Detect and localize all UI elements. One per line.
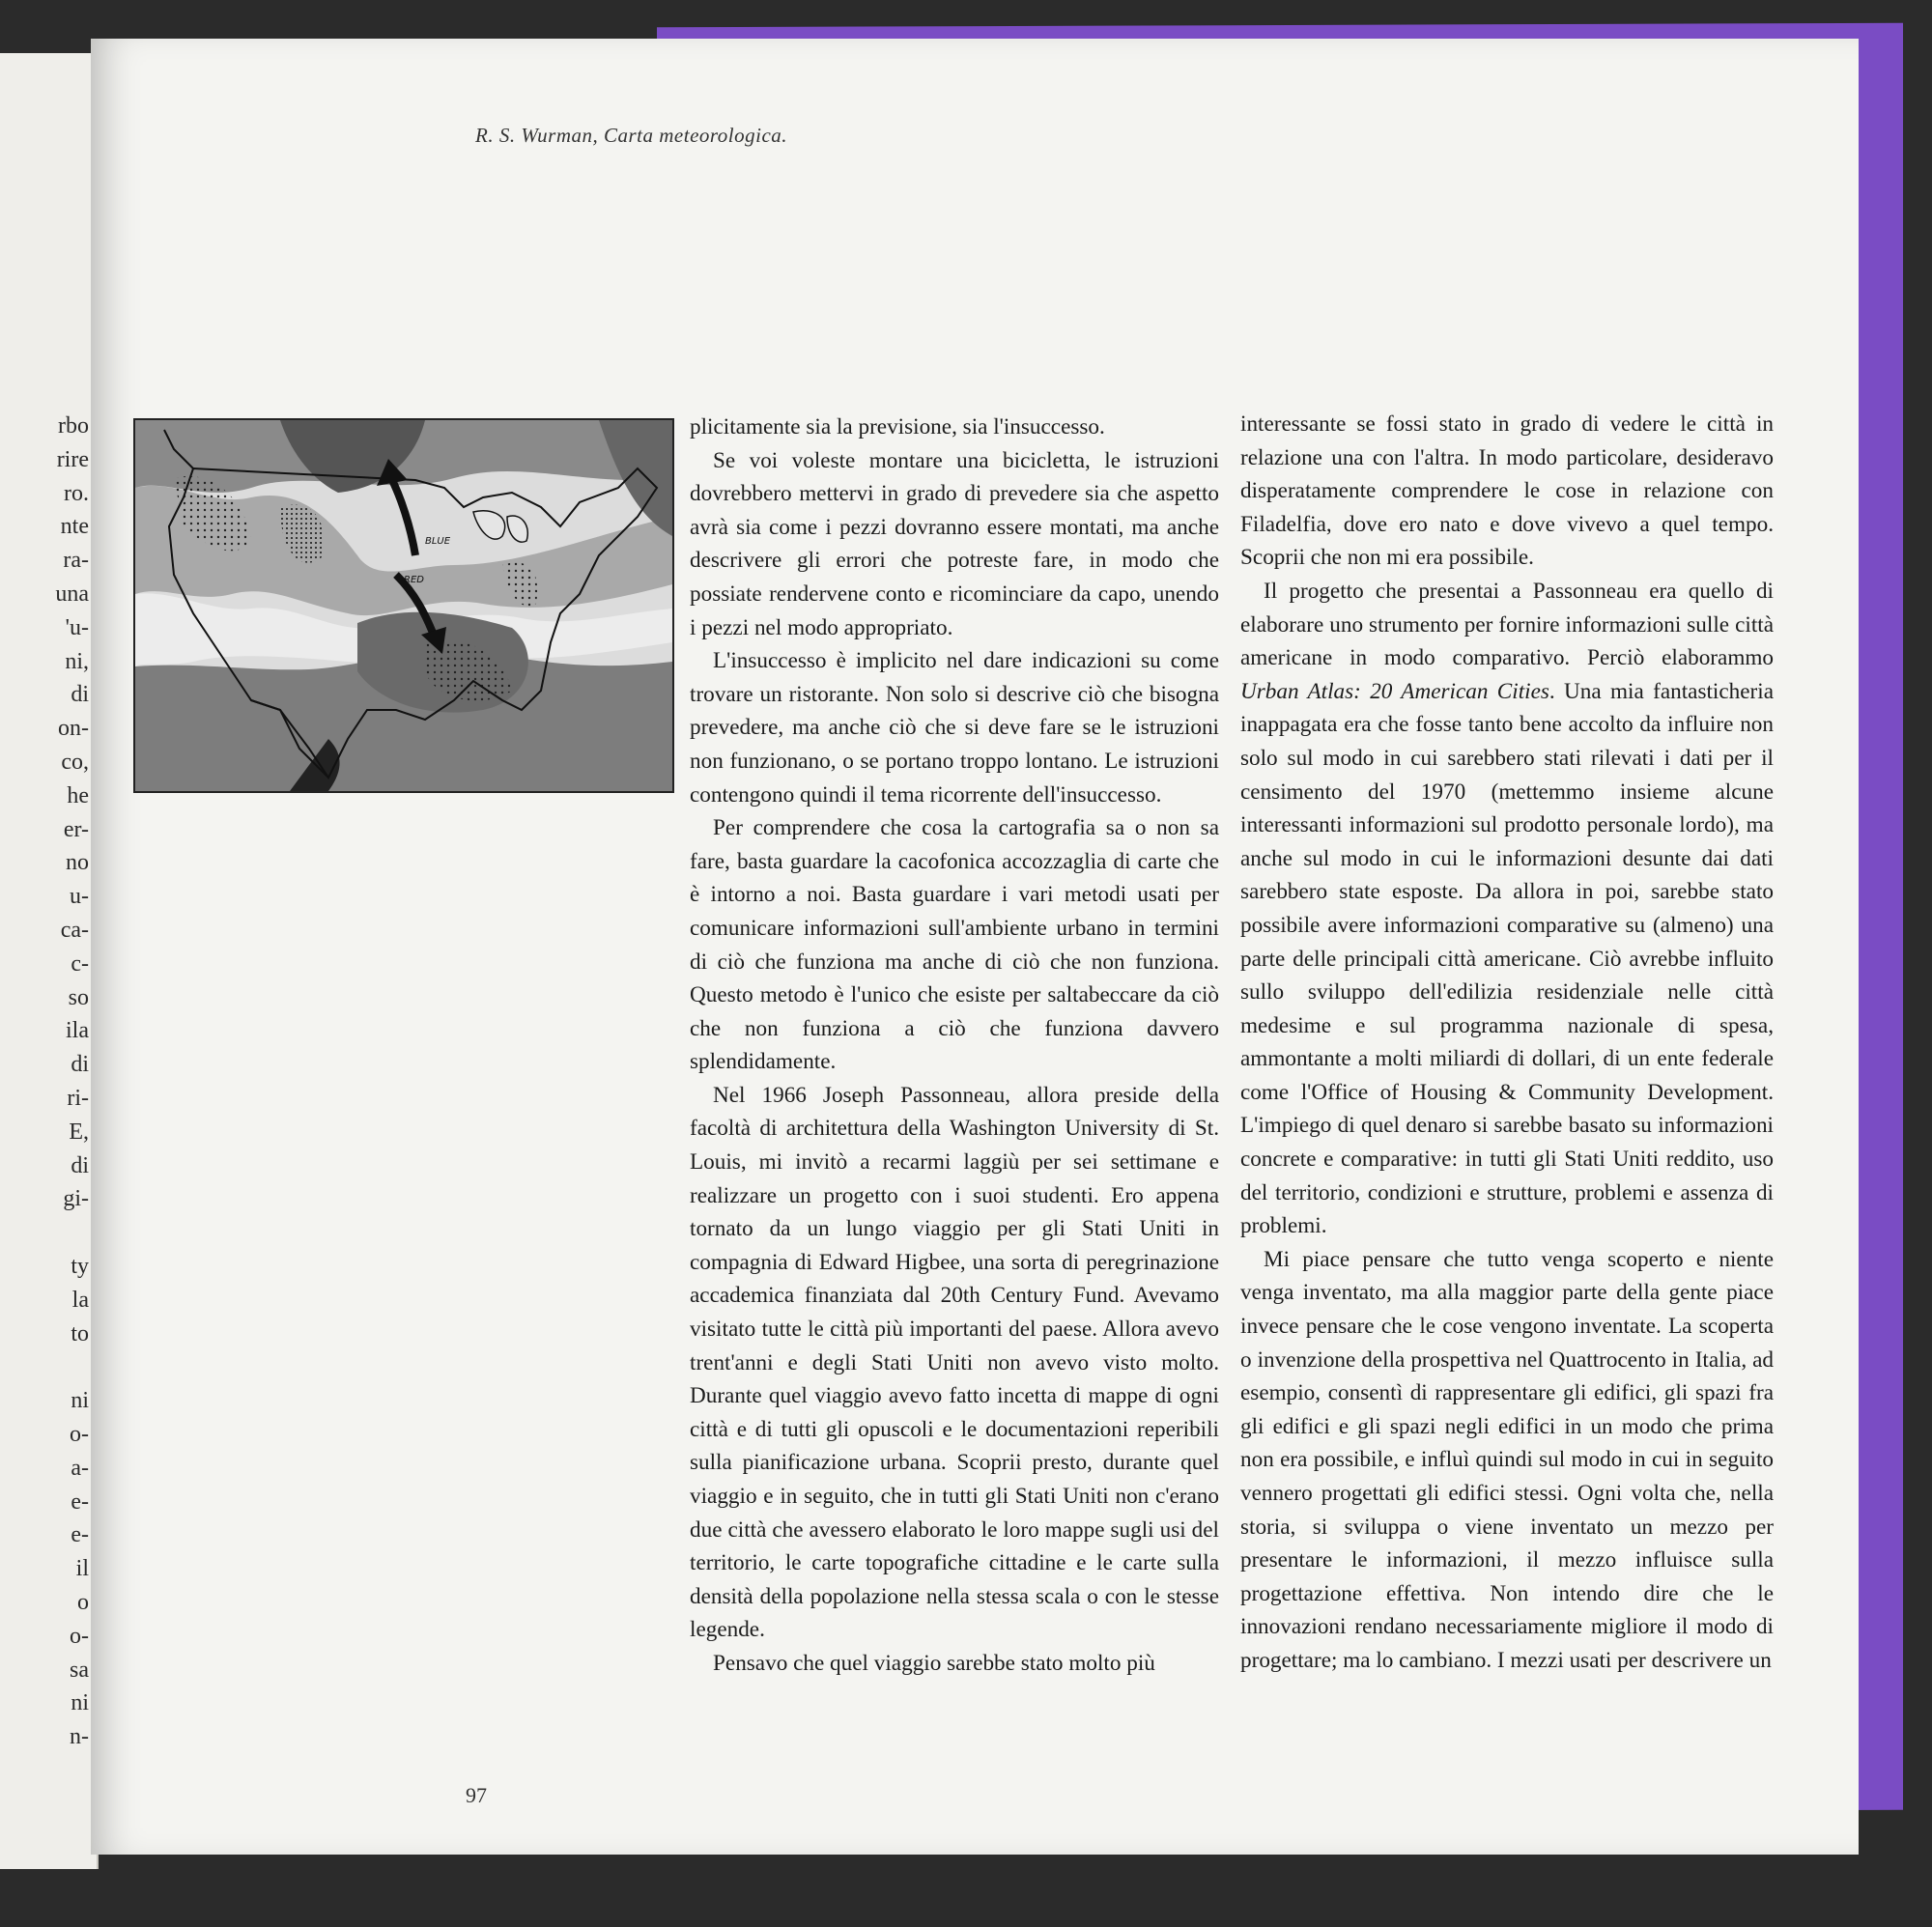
left-page-line-fragment: una (55, 581, 89, 607)
left-page-line-fragment: u- (70, 884, 89, 910)
left-page-line-fragment: ca- (60, 918, 89, 943)
weather-map-illustration (135, 420, 672, 791)
left-page-line-fragment: 'u- (65, 614, 89, 640)
figure-caption: R. S. Wurman, Carta meteorologica. (475, 124, 788, 147)
text-column-right (1240, 408, 1774, 1678)
paragraph: Se voi voleste montare una bicicletta, le istruzioni dovrebbero mettervi in grado di prevedere sia che aspetto avrà sia come i pezzi dovranno essere montati, ma anche descrivere gli errori che potreste fare, in modo che possiate rendervene conto e ricominciare da capo, unendo i pezzi nel modo appropriato. (690, 447, 1219, 640)
paragraph (1240, 575, 1774, 1243)
left-page-line-fragment: c- (71, 950, 89, 977)
left-page-line-fragment: rbo (58, 413, 89, 439)
left-page-line-fragment: di (71, 682, 89, 708)
left-page-line-fragment: no (66, 850, 89, 876)
left-page-line-fragment: ni, (65, 648, 89, 674)
left-page-line-fragment: ri- (67, 1086, 89, 1111)
left-page-line-fragment: e- (71, 1522, 89, 1548)
paragraph-text: Il progetto che presentai a Passonneau era quello di elaborare uno strumento per fornire informazioni sulle città americane in modo comparativo. Perciò elaborammo (1240, 578, 1774, 671)
page-number: 97 (466, 1783, 487, 1807)
left-page-line-fragment: di (71, 1152, 89, 1178)
left-page-edge (0, 53, 99, 1869)
left-page-line-fragment: ni (71, 1690, 89, 1716)
paragraph: Per comprendere che cosa la cartografia sa o non sa fare, basta guardare la cacofonica accozzaglia di carte che è intorno a noi. Basta guardare i vari metodi usati per comunicare informazioni sull'ambiente urbano in termini di ciò che funziona ma anche di ciò che non funziona. Questo metodo è l'unico che esiste per saltabeccare da ciò che non funziona a ciò che funziona davvero splendidamente. (690, 815, 1219, 1075)
left-page-line-fragment: e- (71, 1488, 89, 1515)
left-page-line-fragment: he (67, 782, 89, 808)
left-page-line-fragment: on- (58, 716, 89, 742)
left-page-line-fragment: sa (70, 1657, 89, 1683)
left-page-line-fragment: E, (69, 1119, 89, 1145)
left-page-line-fragment: ro. (64, 480, 89, 506)
left-page-line-fragment: ty (71, 1254, 89, 1279)
left-page-line-fragment: rire (56, 446, 89, 472)
left-page-line-fragment: di (71, 1052, 89, 1078)
left-page-line-fragment: so (68, 984, 89, 1010)
left-page-line-fragment: nte (60, 514, 89, 540)
weather-map-figure (133, 418, 674, 793)
book-title: Urban Atlas: 20 American Cities (1240, 678, 1549, 704)
paragraph: Mi piace pensare che tutto venga scoperto e niente venga inventato, ma alla maggior parte della gente piace invece pensare che le cose vengono inventate. La scoperta o invenzione della prospettiva nel Quattrocento in Italia, ad esempio, consentì di rappresentare gli edifici, gli spazi fra gli edifici e gli spazi negli edifici in un modo che prima non era possibile, e influì quindi sul modo in cui in seguito vennero progettati gli edifici stessi. Ogni volta che, nella storia, si sviluppa o viene inventato un mezzo per presentare le informazioni, il mezzo influisce sulla progettazione effettiva. Non intendo dire che le innovazioni rendano necessariamente migliore il modo di progettare; ma lo cambiano. I mezzi usati per descrivere un (1240, 1246, 1774, 1673)
map-label-blue: BLUE (425, 536, 451, 547)
paragraph: Pensavo che quel viaggio sarebbe stato molto più (713, 1650, 1155, 1676)
paragraph: interessante se fossi stato in grado di vedere le città in relazione una con l'altra. In modo particolare, desideravo disperatamente comprendere le cose in relazione con Filadelfia, dove ero nato e dove vivevo a quel tempo. Scoprii che non mi era possibile. (1240, 411, 1774, 571)
left-page-line-fragment: ni (71, 1388, 89, 1414)
left-page-line-fragment: o- (70, 1623, 89, 1649)
paragraph: Nel 1966 Joseph Passonneau, allora preside della facoltà di architettura della Washington University di St. Louis, mi invitò a recarmi laggiù per sei settimane e realizzare un progetto con i suoi studenti. Ero appena tornato da un lungo viaggio per gli Stati Uniti in compagnia di Edward Higbee, una sorta di peregrinazione accademica finanziata dal 20th Century Fund. Avevamo visitato tutte le città più importanti del paese. Allora avevo trent'anni e degli Stati Uniti non avevo visto molto. Durante quel viaggio avevo fatto incetta di mappe di ogni città e di tutti gli opuscoli e le documentazioni reperibili sulla pianificazione urbana. Scoprii presto, durante quel viaggio e in seguito, che in tutti gli Stati Uniti non c'erano due città che avessero elaborato le loro mappe sugli usi del territorio, le carte topografiche cittadine e le carte sulla densità della popolazione nella stessa scala o con le stesse legende. (690, 1082, 1219, 1643)
paragraph-text: . Una mia fantasticheria inappagata era che fosse tanto bene accolto da influire non solo sul modo in cui sarebbero stati rilevati i dati per il censimento del 1970 (mettemmo insieme alcune interessanti informazioni sul prodotto personale lordo), ma anche sul modo in cui le informazioni desunte dai dati sarebbero state esposte. Da allora in poi, sarebbe stato possibile avere informazioni comparative su (almeno) una parte delle principali città americane. Ciò avrebbe influito sullo sviluppo dell'edilizia residenziale nelle città medesime e sul programma nazionale di spesa, ammontante a molti miliardi di dollari, di un ente federale come l'Office of Housing & Community Development. L'impiego di quel denaro si sarebbe basato su informazioni concrete e comparative: in tutti gli Stati Uniti reddito, uso del territorio, condizioni e strutture, problemi e assenza di problemi. (1240, 678, 1774, 1239)
left-page-line-fragment: ra- (63, 548, 89, 574)
left-page-line-fragment: co, (61, 750, 89, 775)
paragraph: plicitamente sia la previsione, sia l'insuccesso. (690, 414, 1105, 439)
left-page-line-fragment: la (71, 1287, 89, 1313)
left-page-line-fragment: o- (70, 1422, 89, 1447)
left-page-line-fragment: il (75, 1556, 89, 1582)
left-page-line-fragment: n- (70, 1724, 89, 1750)
paragraph: L'insuccesso è implicito nel dare indicazioni su come trovare un ristorante. Non solo si descrive ciò che bisogna prevedere, ma anche ciò che si deve fare se le istruzioni non funzionano, o se portano troppo lontano. Le istruzioni contengono quindi il tema ricorrente dell'insuccesso. (690, 648, 1219, 808)
page-97 (91, 39, 1859, 1855)
map-label-red: RED (404, 575, 424, 585)
left-page-line-fragment: o (77, 1590, 89, 1615)
left-page-line-fragment: gi- (63, 1186, 89, 1212)
left-page-line-fragment: ila (66, 1018, 89, 1044)
left-page-line-fragment: a- (71, 1455, 89, 1481)
text-column-middle (690, 411, 1219, 1681)
left-page-line-fragment: er- (63, 816, 89, 842)
left-page-line-fragment: to (71, 1320, 89, 1346)
